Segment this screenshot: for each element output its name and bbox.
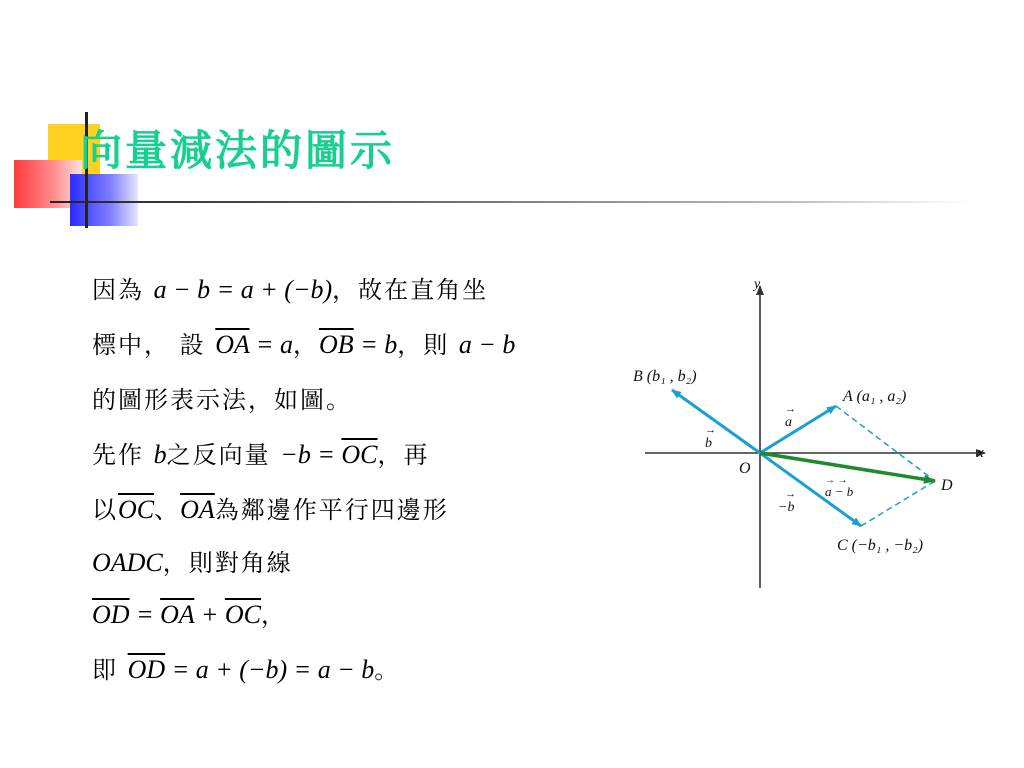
math-identity: a − b = a + (−b) (153, 275, 333, 304)
axis-label-y: y (754, 277, 761, 292)
text: 之反向量 (166, 441, 281, 469)
body-line-5 (92, 490, 449, 525)
vector-arrow-mark: → (785, 403, 796, 415)
vector-a (760, 406, 836, 453)
body-line-2 (92, 325, 515, 360)
vector-diagram (625, 270, 1000, 590)
text: ，則 (397, 331, 459, 359)
math-oc: $\overline{OC}$ (224, 600, 261, 629)
math-od: $\overline{OD}$ (127, 655, 166, 684)
math-oa: $\overline{OA}$ (160, 600, 195, 629)
vector-b-label: b (705, 436, 712, 451)
text: 因為 (92, 276, 154, 304)
math-eq: = (129, 600, 161, 629)
math-eq-a: = a (249, 330, 294, 359)
text: ， (260, 601, 287, 629)
vector-arrow-mark: → → (825, 475, 848, 486)
vector-a-label: a (785, 415, 792, 430)
dashed-side-ad (836, 406, 935, 481)
math-oadc: OADC (92, 548, 163, 577)
text: 。 (374, 656, 401, 684)
math-b: b (153, 440, 167, 469)
text: ， (293, 331, 320, 359)
text: ，再 (377, 441, 430, 469)
vector-arrow-mark: → (785, 488, 796, 500)
body-line-3: 的圖形表示法，如圖。 (92, 386, 352, 414)
point-a-label: A (a₁ , a₂) (843, 388, 907, 405)
text: 先作 (92, 441, 154, 469)
math-oa: $\overline{OA}$ (180, 495, 215, 524)
body-line-6 (92, 543, 293, 578)
decor-blue-square (70, 174, 138, 226)
dashed-side-cd (861, 481, 935, 526)
math-plus: + (194, 600, 225, 629)
body-line-8 (92, 650, 400, 685)
text: 、 (154, 496, 181, 524)
body-line-7 (92, 595, 287, 630)
point-d-label: D (941, 477, 953, 494)
point-b-label: B (b₁ , b₂) (633, 368, 697, 385)
math-od: $\overline{OD}$ (92, 600, 130, 629)
math-ob: $\overline{OB}$ (319, 330, 354, 359)
body-line-1 (92, 270, 488, 305)
text: 標中， 設 (92, 331, 216, 359)
vector-a-minus-b (760, 453, 935, 481)
text: 以 (92, 496, 118, 524)
point-c-label: C (−b₁ , −b₂) (837, 537, 924, 554)
text: ，故在直角坐 (332, 276, 489, 304)
vector-neg-b-label: −b (778, 500, 795, 515)
math-oc: $\overline{OC}$ (118, 495, 155, 524)
text: ，則對角線 (162, 549, 293, 577)
math-oa: $\overline{OA}$ (215, 330, 250, 359)
body-line-4 (92, 435, 430, 470)
slide-title: 向量減法的圖示 (80, 126, 396, 175)
math-a-minus-b: a − b (458, 330, 516, 359)
math-neg-b: −b = (280, 440, 342, 469)
vector-a-minus-b-label: a − b (825, 484, 854, 499)
math-oc: $\overline{OC}$ (341, 440, 378, 469)
text: 為鄰邊作平行四邊形 (214, 496, 449, 524)
origin-label: O (739, 460, 751, 477)
vector-arrow-mark: → (705, 424, 716, 436)
axis-label-x: x (977, 445, 984, 461)
math-sum: = a + (−b) = a − b (165, 655, 375, 684)
vector-b (672, 390, 760, 453)
title-underline (50, 201, 970, 203)
math-eq-b: = b (353, 330, 398, 359)
text: 即 (92, 656, 128, 684)
